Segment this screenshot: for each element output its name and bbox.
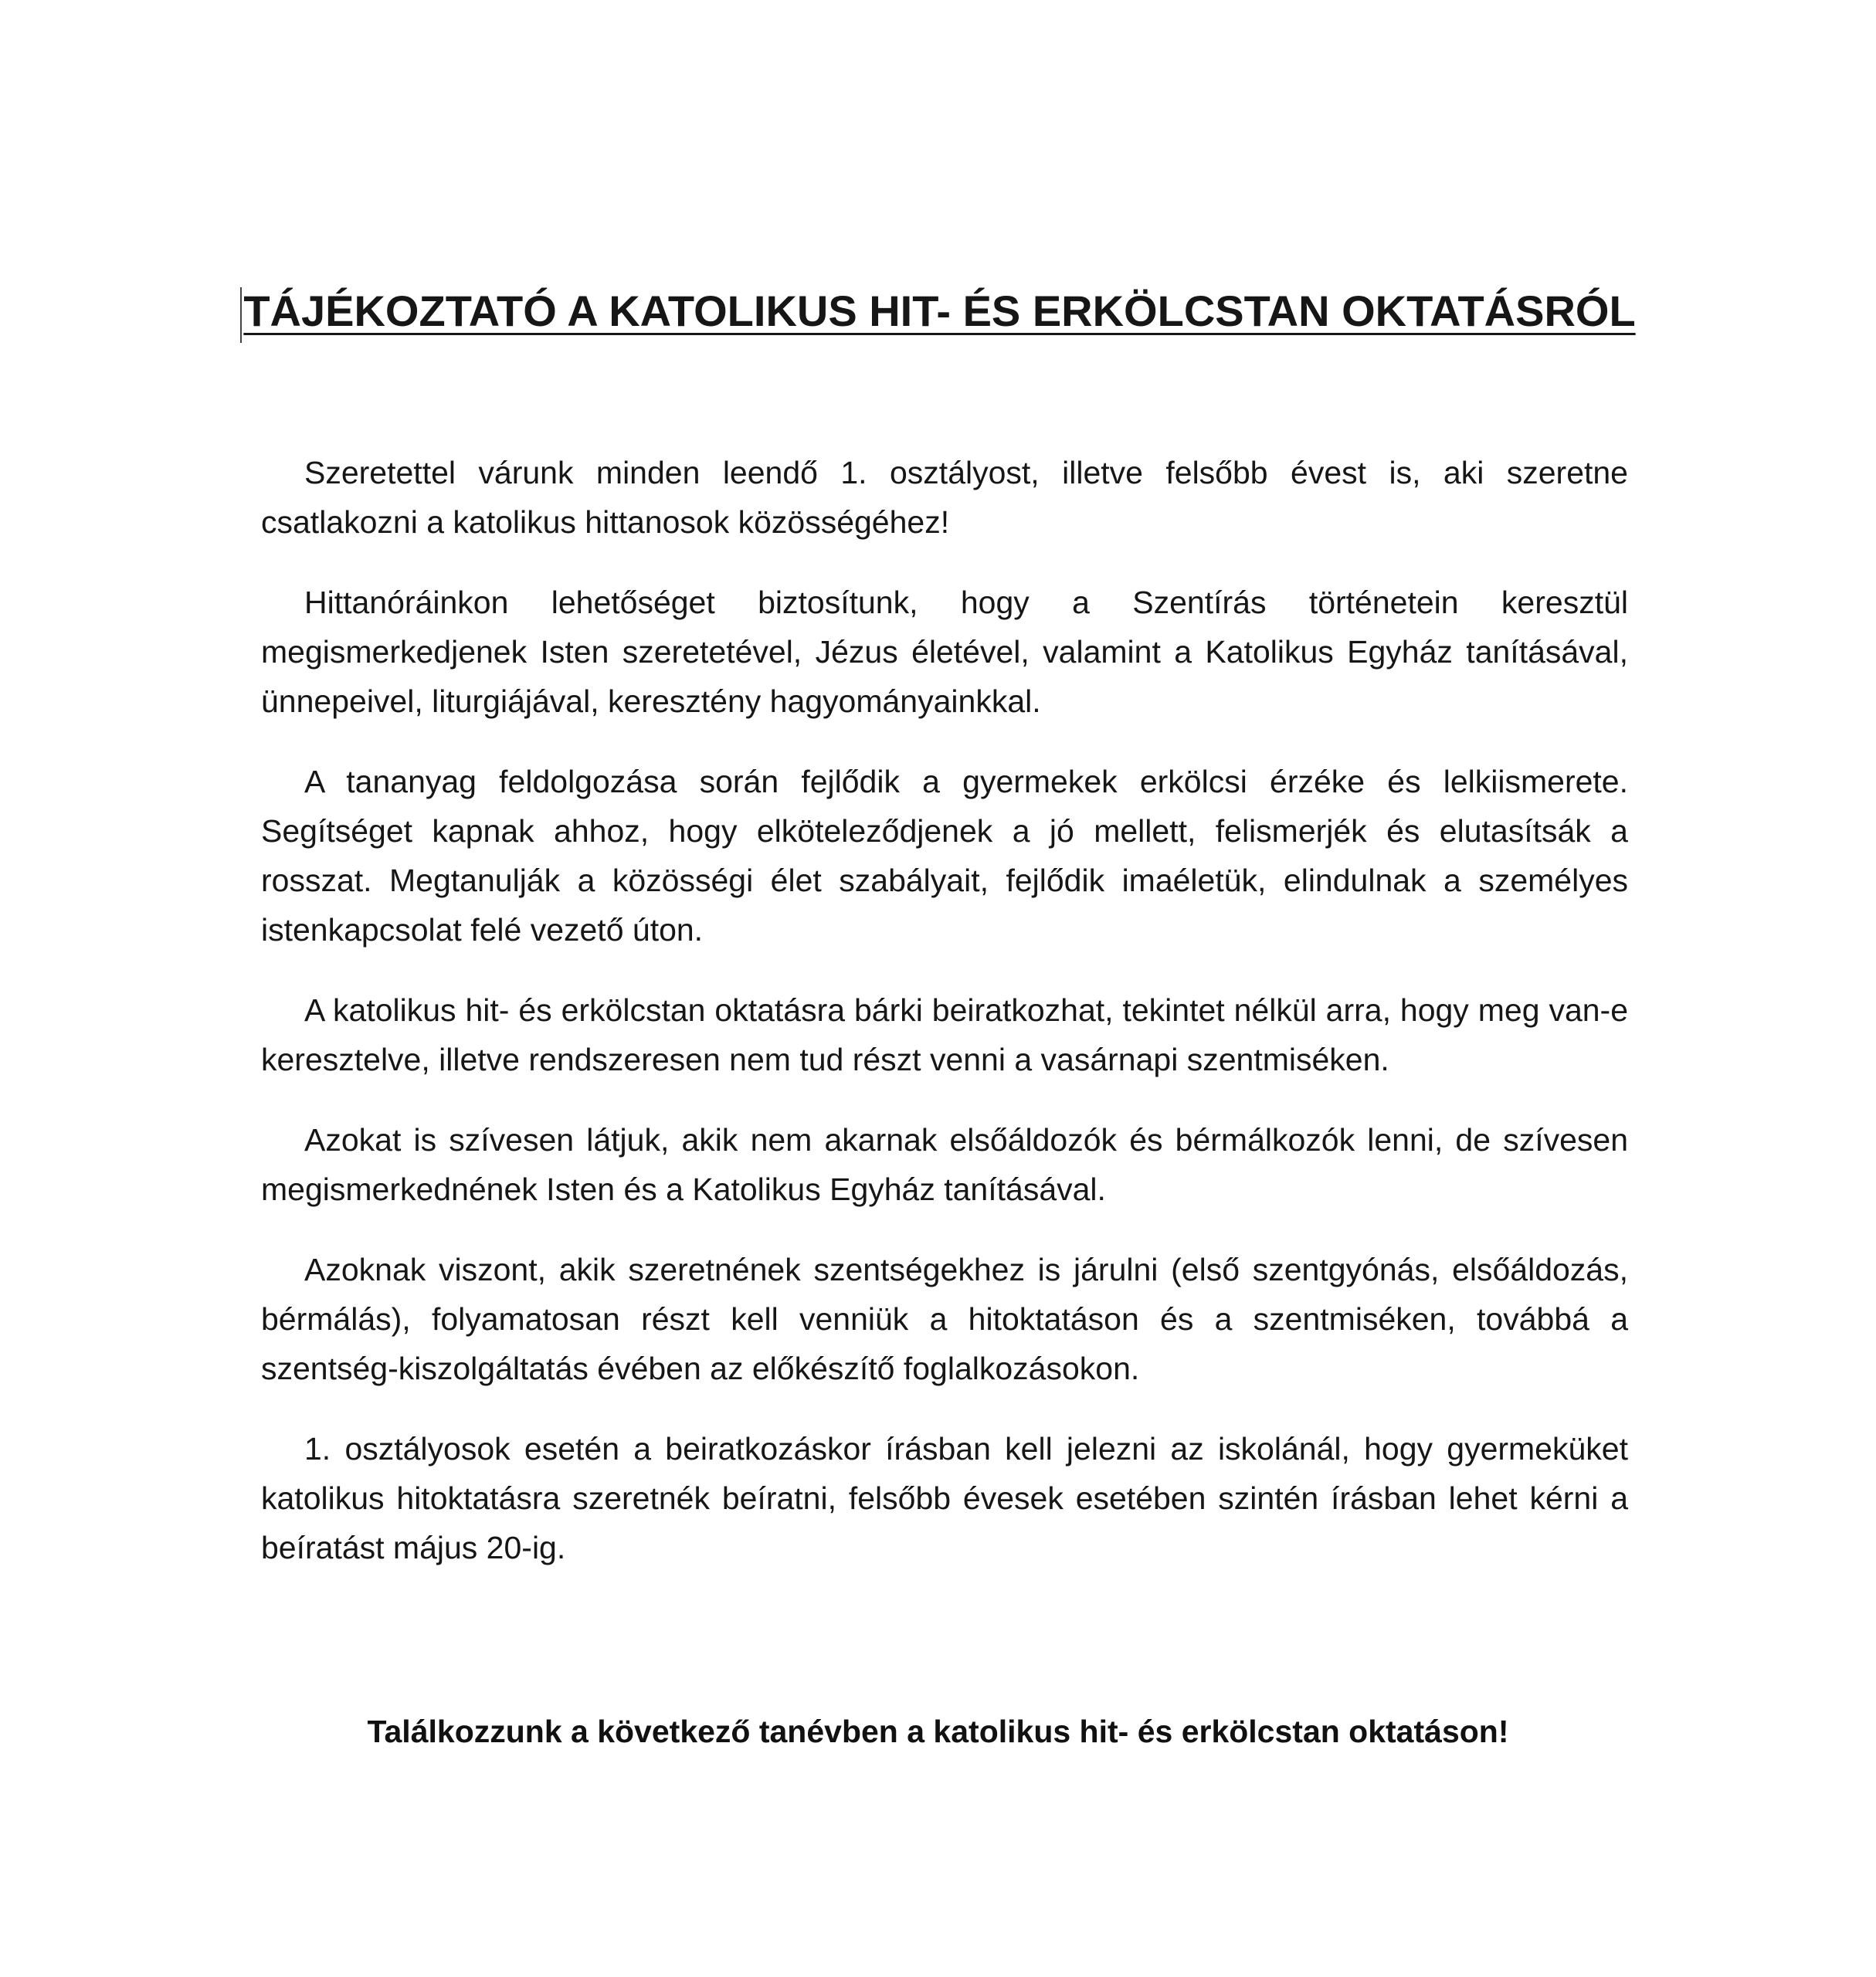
closing-line: Találkozzunk a következő tanévben a katolikus hit- és erkölcstan oktatáson!: [367, 1714, 1509, 1749]
document-title: [240, 284, 1635, 338]
paragraph-sacraments: Azoknak viszont, akik szeretnének szentségekhez is járulni (első szentgyónás, elsőáldozás, bérmálás), folyamatosan részt kell venniük a hitoktatáson és a szentmiséken, továbbá a szentség-kiszolgáltatás évében az előkészítő foglalkozásokon.: [261, 1252, 1628, 1386]
paragraph-registration: 1. osztályosok esetén a beiratkozáskor írásban kell jelezni az iskolánál, hogy gyermeküket katolikus hitoktatásra szeretnék beíratni, felsőbb évesek esetében szintén írásban lehet kérni a beíratást május 20-ig.: [261, 1431, 1628, 1565]
paragraph-moral-development: A tananyag feldolgozása során fejlődik a gyermekek erkölcsi érzéke és lelkiismerete. Segítséget kapnak ahhoz, hogy elköteleződjenek a jó mellett, felismerjék és elutasítsák a rosszat. Megtanulják a közösségi élet szabályait, fejlődik imaéletük, elindulnak a személyes istenkapcsolat felé vezető úton.: [261, 764, 1628, 948]
paragraph-non-sacrament: Azokat is szívesen látjuk, akik nem akarnak elsőáldozók és bérmálkozók lenni, de szívesen megismerkednének Isten és a Katolikus Egyház tanításával.: [261, 1122, 1628, 1207]
document-title-text: TÁJÉKOZTATÓ A KATOLIKUS HIT- ÉS ERKÖLCSTAN OKTATÁSRÓL: [243, 286, 1636, 335]
text-cursor: [240, 287, 242, 343]
title-container: [0, 255, 1876, 367]
paragraph-lessons: Hittanóráinkon lehetőséget biztosítunk, hogy a Szentírás történetein keresztül megismerkedjenek Isten szeretetével, Jézus életével, valamint a Katolikus Egyház tanításával, ünnepeivel, liturgiájával, keresztény hagyományainkkal.: [261, 585, 1628, 719]
document-body: [261, 448, 1628, 1603]
paragraph-welcome: Szeretettel várunk minden leendő 1. osztályost, illetve felsőbb évest is, aki szeretne csatlakozni a katolikus hittanosok közösségéhez!: [261, 455, 1628, 540]
paragraph-enrollment-open: A katolikus hit- és erkölcstan oktatásra bárki beiratkozhat, tekintet nélkül arra, hogy meg van-e keresztelve, illetve rendszeresen nem tud részt venni a vasárnapi szentmiséken.: [261, 992, 1628, 1077]
